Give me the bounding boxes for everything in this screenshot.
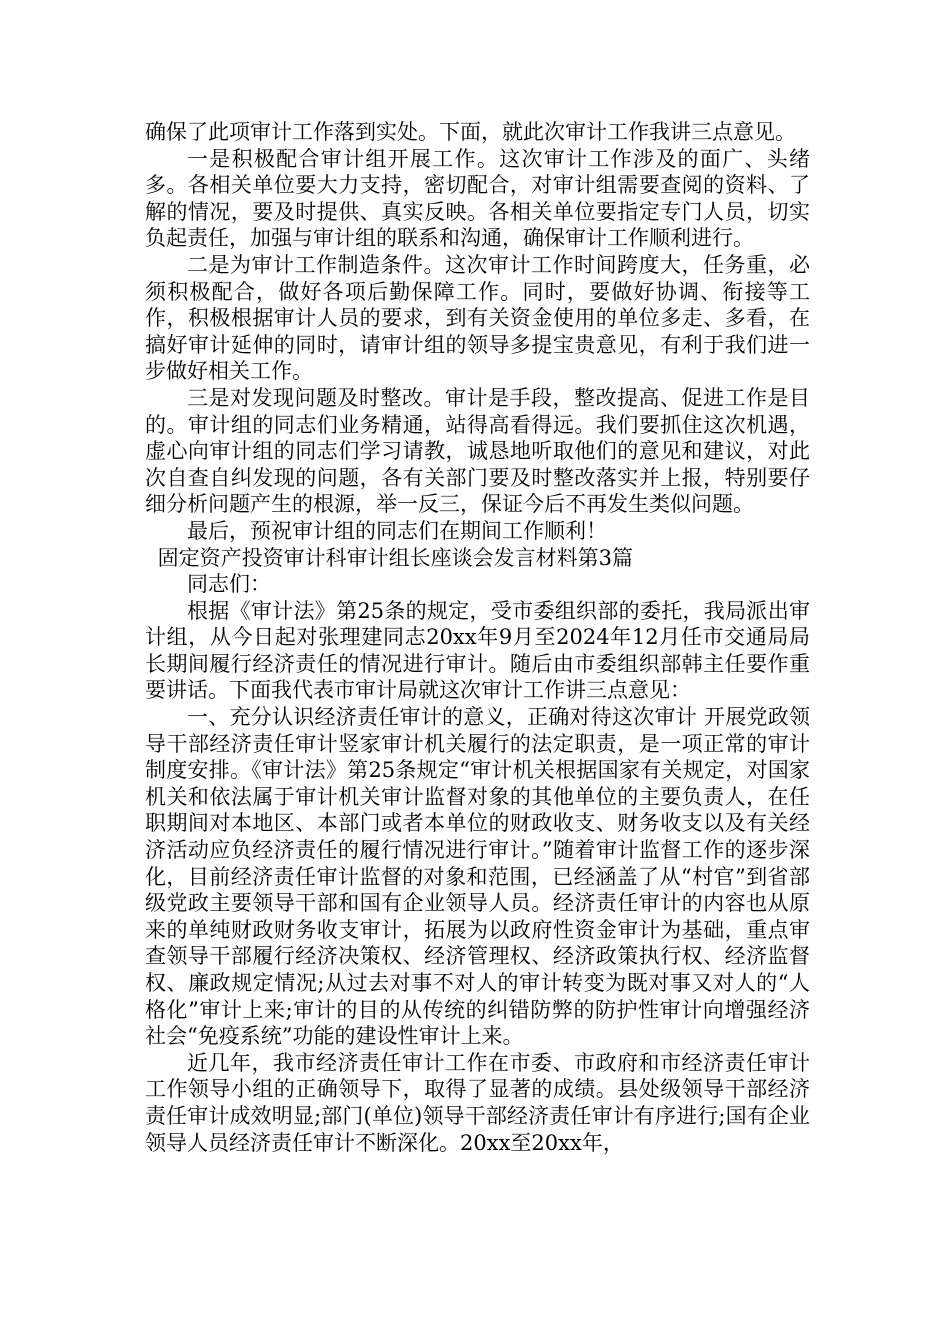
paragraph: 一是积极配合审计组开展工作。这次审计工作涉及的面广、头绪多。各相关单位要大力支持，密切配合，对审计组需要查阅的资料、了解的情况，要及时提供、真实反映。各相关单位要指定专门人员，切实负起责任，加强与审计组的联系和沟通，确保审计工作顺利进行。 (145, 146, 810, 251)
paragraph: 根据《审计法》第25条的规定，受市委组织部的委托，我局派出审计组，从今日起对张理建同志20xx年9月至2024年12月任市交通局局长期间履行经济责任的情况进行审计。随后由市委组织部韩主任要作重要讲话。下面我代表市审计局就这次审计工作讲三点意见： (145, 598, 810, 703)
paragraph: 一、充分认识经济责任审计的意义，正确对待这次审计 开展党政领导干部经济责任审计竖家审计机关履行的法定职责，是一项正常的审计制度安排。《审计法》第25条规定“审计机关根据国家有关规定，对国家机关和依法属于审计机关审计监督对象的其他单位的主要负责人，在任职期间对本地区、本部门或者本单位的财政收支、财务收支以及有关经济活动应负经济责任的履行情况进行审计。”随着审计监督工作的逐步深化，目前经济责任审计监督的对象和范围，已经涵盖了从“村官”到省部级党政主要领导干部和国有企业领导人员。经济责任审计的内容也从原来的单纯财政财务收支审计，拓展为以政府性资金审计为基础，重点审查领导干部履行经济决策权、经济管理权、经济政策执行权、经济监督权、廉政规定情况;从过去对事不对人的审计转变为既对事又对人的“人 格化”审计上来;审计的目的从传统的纠错防弊的防护性审计向增强经济社会“免疫系统”功能的建设性审计上来。 (145, 705, 810, 1049)
section-title: 固定资产投资审计科审计组长座谈会发言材料第3篇 (157, 545, 633, 570)
paragraph: 三是对发现问题及时整改。审计是手段，整改提高、促进工作是目的。审计组的同志们业务精通，站得高看得远。我们要抓住这次机遇，虚心向审计组的同志们学习请教，诚恳地听取他们的意见和建议，对此次自查自纠发现的问题，各有关部门要及时整改落实并上报，特别要仔细分析问题产生的根源，举一反三，保证今后不再发生类似问题。 (145, 385, 810, 517)
paragraph: 近几年，我市经济责任审计工作在市委、市政府和市经济责任审计工作领导小组的正确领导下，取得了显著的成绩。县处级领导干部经济责任审计成效明显;部门(单位)领导干部经济责任审计有序进行;国有企业领导人员经济责任审计不断深化。20xx至20xx年， (145, 1050, 810, 1155)
paragraph: 确保了此项审计工作落到实处。下面，就此次审计工作我讲三点意见。 (145, 120, 796, 144)
salutation: 同志们： (187, 572, 271, 597)
paragraph: 二是为审计工作制造条件。这次审计工作时间跨度大，任务重，必须积极配合，做好各项后勤保障工作。同时，要做好协调、衔接等工作，积极根据审计人员的要求，到有关资金使用的单位多走、多看，在搞好审计延伸的同时，请审计组的领导多提宝贵意见，有利于我们进一步做好相关工作。 (145, 252, 810, 384)
paragraph: 最后，预祝审计组的同志们在期间工作顺利！ (187, 518, 607, 543)
document-body (145, 119, 810, 1156)
